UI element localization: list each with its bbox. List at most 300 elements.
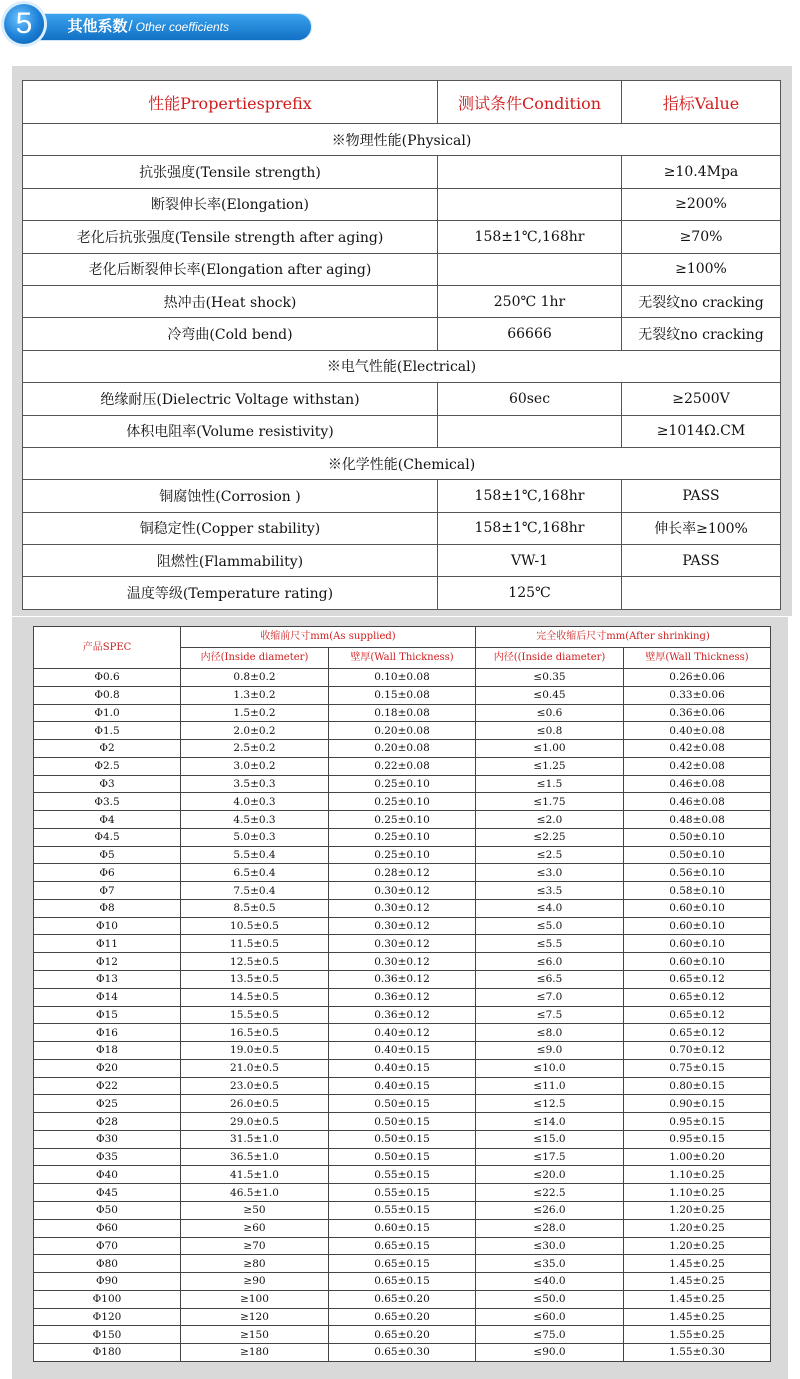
table-row (34, 811, 771, 829)
shrunk-thickness-cell: 1.45±0.25 (624, 1273, 771, 1291)
shrunk-diameter-cell: ≤1.25 (476, 757, 624, 775)
supplied-thickness-cell: 0.15±0.08 (329, 686, 476, 704)
supplied-diameter-cell: 12.5±0.5 (181, 953, 329, 971)
shrunk-thickness-cell: 0.58±0.10 (624, 882, 771, 900)
shrunk-thickness-cell: 0.56±0.10 (624, 864, 771, 882)
shrunk-thickness-cell: 0.33±0.06 (624, 686, 771, 704)
table-row (34, 899, 771, 917)
supplied-thickness-cell: 0.36±0.12 (329, 971, 476, 989)
header-as-supplied: 收缩前尺寸mm(As supplied) (181, 627, 476, 648)
spec-cell: Φ18 (34, 1042, 181, 1060)
table-row (34, 1255, 771, 1273)
supplied-thickness-cell: 0.55±0.15 (329, 1201, 476, 1219)
spec-cell: Φ14 (34, 988, 181, 1006)
supplied-diameter-cell: ≥120 (181, 1308, 329, 1326)
shrunk-diameter-cell: ≤1.00 (476, 740, 624, 758)
table-row (23, 156, 781, 188)
property-cell: 铜腐蚀性(Corrosion ) (23, 480, 438, 512)
property-cell: 阻燃性(Flammability) (23, 545, 438, 577)
supplied-thickness-cell: 0.36±0.12 (329, 1006, 476, 1024)
shrunk-diameter-cell: ≤40.0 (476, 1273, 624, 1291)
section-title-bar (30, 13, 312, 41)
supplied-diameter-cell: ≥60 (181, 1219, 329, 1237)
section-header (0, 0, 800, 52)
property-cell: 绝缘耐压(Dielectric Voltage withstan) (23, 383, 438, 415)
shrunk-thickness-cell: 1.20±0.25 (624, 1201, 771, 1219)
spec-cell: Φ3.5 (34, 793, 181, 811)
supplied-diameter-cell: 36.5±1.0 (181, 1148, 329, 1166)
spec-cell: Φ28 (34, 1113, 181, 1131)
table-row (34, 882, 771, 900)
shrunk-diameter-cell: ≤2.25 (476, 828, 624, 846)
supplied-diameter-cell: 15.5±0.5 (181, 1006, 329, 1024)
table-row (34, 757, 771, 775)
table-row (23, 285, 781, 317)
spec-cell: Φ60 (34, 1219, 181, 1237)
supplied-thickness-cell: 0.30±0.12 (329, 917, 476, 935)
table-row (34, 1184, 771, 1202)
supplied-thickness-cell: 0.20±0.08 (329, 722, 476, 740)
shrunk-thickness-cell: 1.55±0.30 (624, 1344, 771, 1362)
shrunk-diameter-cell: ≤7.0 (476, 988, 624, 1006)
shrunk-diameter-cell: ≤60.0 (476, 1308, 624, 1326)
property-cell: 温度等级(Temperature rating) (23, 577, 438, 609)
supplied-diameter-cell: 5.5±0.4 (181, 846, 329, 864)
supplied-thickness-cell: 0.30±0.12 (329, 899, 476, 917)
supplied-thickness-cell: 0.50±0.15 (329, 1095, 476, 1113)
spec-cell: Φ40 (34, 1166, 181, 1184)
supplied-thickness-cell: 0.10±0.08 (329, 669, 476, 687)
section-title (49, 14, 229, 40)
shrunk-thickness-cell: 1.00±0.20 (624, 1148, 771, 1166)
table-row (34, 828, 771, 846)
supplied-thickness-cell: 0.55±0.15 (329, 1166, 476, 1184)
spec-cell: Φ12 (34, 953, 181, 971)
shrunk-diameter-cell: ≤28.0 (476, 1219, 624, 1237)
spec-cell: Φ25 (34, 1095, 181, 1113)
shrunk-diameter-cell: ≤22.5 (476, 1184, 624, 1202)
supplied-thickness-cell: 0.25±0.10 (329, 775, 476, 793)
spec-cell: Φ0.8 (34, 686, 181, 704)
spec-cell: Φ20 (34, 1059, 181, 1077)
supplied-diameter-cell: 13.5±0.5 (181, 971, 329, 989)
table-row (34, 1237, 771, 1255)
header-shrunk-inside-diameter: 内径((Inside diameter) (476, 648, 624, 669)
header-value: 指标Value (622, 81, 781, 124)
supplied-thickness-cell: 0.60±0.15 (329, 1219, 476, 1237)
supplied-thickness-cell: 0.65±0.20 (329, 1290, 476, 1308)
spec-cell: Φ22 (34, 1077, 181, 1095)
property-cell: 热冲击(Heat shock) (23, 285, 438, 317)
supplied-thickness-cell: 0.40±0.12 (329, 1024, 476, 1042)
supplied-diameter-cell: 7.5±0.4 (181, 882, 329, 900)
shrunk-diameter-cell: ≤17.5 (476, 1148, 624, 1166)
shrunk-diameter-cell: ≤6.5 (476, 971, 624, 989)
supplied-thickness-cell: 0.65±0.15 (329, 1237, 476, 1255)
spec-cell: Φ45 (34, 1184, 181, 1202)
shrunk-diameter-cell: ≤3.5 (476, 882, 624, 900)
table-row (34, 846, 771, 864)
spec-cell: Φ30 (34, 1130, 181, 1148)
table-row (34, 1166, 771, 1184)
shrunk-thickness-cell: 0.48±0.08 (624, 811, 771, 829)
supplied-thickness-cell: 0.30±0.12 (329, 882, 476, 900)
property-cell: 铜稳定性(Copper stability) (23, 512, 438, 544)
spec-cell: Φ8 (34, 899, 181, 917)
shrunk-thickness-cell: 0.50±0.10 (624, 846, 771, 864)
table-row (34, 793, 771, 811)
table-row (34, 669, 771, 687)
condition-cell: 158±1℃,168hr (438, 512, 622, 544)
spec-cell: Φ3 (34, 775, 181, 793)
table-row (34, 1344, 771, 1362)
shrunk-thickness-cell: 0.60±0.10 (624, 953, 771, 971)
supplied-diameter-cell: 1.3±0.2 (181, 686, 329, 704)
supplied-thickness-cell: 0.30±0.12 (329, 953, 476, 971)
section-row (23, 447, 781, 479)
supplied-thickness-cell: 0.36±0.12 (329, 988, 476, 1006)
supplied-diameter-cell: 41.5±1.0 (181, 1166, 329, 1184)
spec-cell: Φ180 (34, 1344, 181, 1362)
section-label: ※电气性能(Electrical) (23, 350, 781, 382)
spec-cell: Φ5 (34, 846, 181, 864)
condition-cell: 158±1℃,168hr (438, 221, 622, 253)
value-cell: ≥70% (622, 221, 781, 253)
spec-cell: Φ0.6 (34, 669, 181, 687)
shrunk-thickness-cell: 0.65±0.12 (624, 988, 771, 1006)
spec-cell: Φ6 (34, 864, 181, 882)
shrunk-thickness-cell: 0.42±0.08 (624, 740, 771, 758)
supplied-diameter-cell: 31.5±1.0 (181, 1130, 329, 1148)
shrunk-diameter-cell: ≤20.0 (476, 1166, 624, 1184)
section-title-zh: 其他系数 (67, 18, 128, 35)
value-cell: ≥2500V (622, 383, 781, 415)
supplied-diameter-cell: ≥90 (181, 1273, 329, 1291)
condition-cell: 125℃ (438, 577, 622, 609)
shrunk-diameter-cell: ≤1.75 (476, 793, 624, 811)
supplied-diameter-cell: ≥80 (181, 1255, 329, 1273)
table-row (34, 686, 771, 704)
shrunk-diameter-cell: ≤5.0 (476, 917, 624, 935)
shrunk-diameter-cell: ≤0.6 (476, 704, 624, 722)
supplied-diameter-cell: 2.0±0.2 (181, 722, 329, 740)
header-after-shrinking: 完全收缩后尺寸mm(After shrinking) (476, 627, 771, 648)
spec-cell: Φ13 (34, 971, 181, 989)
table-row (34, 1113, 771, 1131)
spec-cell: Φ80 (34, 1255, 181, 1273)
shrunk-thickness-cell: 1.45±0.25 (624, 1255, 771, 1273)
spec-cell: Φ70 (34, 1237, 181, 1255)
spec-cell: Φ100 (34, 1290, 181, 1308)
shrunk-diameter-cell: ≤4.0 (476, 899, 624, 917)
size-spec-table (33, 626, 771, 1362)
shrunk-thickness-cell: 1.20±0.25 (624, 1237, 771, 1255)
condition-cell: 158±1℃,168hr (438, 480, 622, 512)
shrunk-thickness-cell: 0.40±0.08 (624, 722, 771, 740)
shrunk-diameter-cell: ≤15.0 (476, 1130, 624, 1148)
supplied-diameter-cell: 3.5±0.3 (181, 775, 329, 793)
property-cell: 断裂伸长率(Elongation) (23, 188, 438, 220)
condition-cell (438, 253, 622, 285)
spec-cell: Φ4 (34, 811, 181, 829)
property-cell: 体积电阻率(Volume resistivity) (23, 415, 438, 447)
supplied-thickness-cell: 0.28±0.12 (329, 864, 476, 882)
shrunk-thickness-cell: 0.60±0.10 (624, 899, 771, 917)
shrunk-diameter-cell: ≤8.0 (476, 1024, 624, 1042)
supplied-diameter-cell: 10.5±0.5 (181, 917, 329, 935)
properties-table-header (23, 81, 781, 124)
spec-cell: Φ2.5 (34, 757, 181, 775)
shrunk-thickness-cell: 1.20±0.25 (624, 1219, 771, 1237)
property-cell: 老化后抗张强度(Tensile strength after aging) (23, 221, 438, 253)
table-row (34, 935, 771, 953)
supplied-diameter-cell: 2.5±0.2 (181, 740, 329, 758)
supplied-diameter-cell: 14.5±0.5 (181, 988, 329, 1006)
supplied-diameter-cell: 46.5±1.0 (181, 1184, 329, 1202)
shrunk-thickness-cell: 1.10±0.25 (624, 1166, 771, 1184)
section-title-en: Other coefficients (135, 20, 230, 34)
shrunk-diameter-cell: ≤90.0 (476, 1344, 624, 1362)
section-label: ※化学性能(Chemical) (23, 447, 781, 479)
table-row (23, 188, 781, 220)
condition-cell: 250℃ 1hr (438, 285, 622, 317)
shrunk-diameter-cell: ≤14.0 (476, 1113, 624, 1131)
shrunk-thickness-cell: 0.65±0.12 (624, 971, 771, 989)
value-cell: 伸长率≥100% (622, 512, 781, 544)
section-title-separator: / (128, 18, 133, 35)
supplied-thickness-cell: 0.65±0.20 (329, 1326, 476, 1344)
table-row (23, 253, 781, 285)
shrunk-diameter-cell: ≤0.35 (476, 669, 624, 687)
supplied-thickness-cell: 0.40±0.15 (329, 1042, 476, 1060)
shrunk-diameter-cell: ≤1.5 (476, 775, 624, 793)
shrunk-thickness-cell: 0.42±0.08 (624, 757, 771, 775)
table-row (23, 415, 781, 447)
supplied-diameter-cell: 21.0±0.5 (181, 1059, 329, 1077)
shrunk-diameter-cell: ≤75.0 (476, 1326, 624, 1344)
spec-cell: Φ1.5 (34, 722, 181, 740)
header-properties: 性能Propertiesprefix (23, 81, 438, 124)
spec-cell: Φ7 (34, 882, 181, 900)
supplied-diameter-cell: 23.0±0.5 (181, 1077, 329, 1095)
supplied-thickness-cell: 0.50±0.15 (329, 1130, 476, 1148)
spec-table-group-header (34, 627, 771, 648)
supplied-diameter-cell: 5.0±0.3 (181, 828, 329, 846)
spec-cell: Φ120 (34, 1308, 181, 1326)
section-row (23, 350, 781, 382)
condition-cell: VW-1 (438, 545, 622, 577)
shrunk-thickness-cell: 0.95±0.15 (624, 1113, 771, 1131)
spec-cell: Φ4.5 (34, 828, 181, 846)
supplied-diameter-cell: 26.0±0.5 (181, 1095, 329, 1113)
table-row (23, 577, 781, 609)
section-row (23, 124, 781, 156)
supplied-thickness-cell: 0.65±0.15 (329, 1255, 476, 1273)
condition-cell (438, 156, 622, 188)
shrunk-thickness-cell: 0.95±0.15 (624, 1130, 771, 1148)
supplied-thickness-cell: 0.18±0.08 (329, 704, 476, 722)
spec-cell: Φ2 (34, 740, 181, 758)
table-row (34, 988, 771, 1006)
supplied-thickness-cell: 0.20±0.08 (329, 740, 476, 758)
header-supplied-wall-thickness: 壁厚(Wall Thickness) (329, 648, 476, 669)
table-row (34, 917, 771, 935)
table-row (23, 480, 781, 512)
supplied-diameter-cell: 1.5±0.2 (181, 704, 329, 722)
table-row (34, 1077, 771, 1095)
spec-cell: Φ50 (34, 1201, 181, 1219)
supplied-diameter-cell: 19.0±0.5 (181, 1042, 329, 1060)
shrunk-diameter-cell: ≤50.0 (476, 1290, 624, 1308)
property-cell: 老化后断裂伸长率(Elongation after aging) (23, 253, 438, 285)
supplied-diameter-cell: 0.8±0.2 (181, 669, 329, 687)
shrunk-thickness-cell: 0.36±0.06 (624, 704, 771, 722)
spec-cell: Φ150 (34, 1326, 181, 1344)
spec-cell: Φ15 (34, 1006, 181, 1024)
table-row (23, 318, 781, 350)
supplied-thickness-cell: 0.22±0.08 (329, 757, 476, 775)
supplied-diameter-cell: ≥150 (181, 1326, 329, 1344)
shrunk-thickness-cell: 0.50±0.10 (624, 828, 771, 846)
shrunk-thickness-cell: 1.55±0.25 (624, 1326, 771, 1344)
header-supplied-inside-diameter: 内径(Inside diameter) (181, 648, 329, 669)
shrunk-diameter-cell: ≤9.0 (476, 1042, 624, 1060)
shrunk-diameter-cell: ≤2.0 (476, 811, 624, 829)
table-row (34, 1059, 771, 1077)
shrunk-thickness-cell: 0.46±0.08 (624, 775, 771, 793)
table-row (23, 221, 781, 253)
shrunk-thickness-cell: 1.10±0.25 (624, 1184, 771, 1202)
value-cell (622, 577, 781, 609)
condition-cell (438, 415, 622, 447)
table-row (34, 775, 771, 793)
spec-cell: Φ1.0 (34, 704, 181, 722)
shrunk-diameter-cell: ≤10.0 (476, 1059, 624, 1077)
spec-cell: Φ10 (34, 917, 181, 935)
supplied-thickness-cell: 0.50±0.15 (329, 1148, 476, 1166)
table-row (34, 1219, 771, 1237)
shrunk-thickness-cell: 0.60±0.10 (624, 935, 771, 953)
shrunk-diameter-cell: ≤2.5 (476, 846, 624, 864)
condition-cell: 60sec (438, 383, 622, 415)
supplied-thickness-cell: 0.40±0.15 (329, 1077, 476, 1095)
table-row (34, 1042, 771, 1060)
table-row (34, 1308, 771, 1326)
supplied-thickness-cell: 0.40±0.15 (329, 1059, 476, 1077)
value-cell: ≥10.4Mpa (622, 156, 781, 188)
table-row (34, 1148, 771, 1166)
supplied-diameter-cell: 4.5±0.3 (181, 811, 329, 829)
value-cell: 无裂纹no cracking (622, 285, 781, 317)
value-cell: ≥1014Ω.CM (622, 415, 781, 447)
table-row (34, 704, 771, 722)
supplied-thickness-cell: 0.65±0.20 (329, 1308, 476, 1326)
supplied-thickness-cell: 0.55±0.15 (329, 1184, 476, 1202)
supplied-diameter-cell: ≥50 (181, 1201, 329, 1219)
shrunk-thickness-cell: 0.65±0.12 (624, 1006, 771, 1024)
header-spec: 产品SPEC (34, 627, 181, 669)
shrunk-thickness-cell: 0.60±0.10 (624, 917, 771, 935)
properties-table (22, 80, 781, 610)
table-row (34, 1095, 771, 1113)
shrunk-diameter-cell: ≤11.0 (476, 1077, 624, 1095)
shrunk-diameter-cell: ≤5.5 (476, 935, 624, 953)
value-cell: PASS (622, 480, 781, 512)
supplied-thickness-cell: 0.50±0.15 (329, 1113, 476, 1131)
spec-cell: Φ11 (34, 935, 181, 953)
section-number-badge: 5 (4, 4, 44, 44)
table-row (34, 722, 771, 740)
property-cell: 冷弯曲(Cold bend) (23, 318, 438, 350)
shrunk-thickness-cell: 0.26±0.06 (624, 669, 771, 687)
table-row (23, 383, 781, 415)
header-shrunk-wall-thickness: 壁厚(Wall Thickness) (624, 648, 771, 669)
shrunk-diameter-cell: ≤3.0 (476, 864, 624, 882)
supplied-diameter-cell: 29.0±0.5 (181, 1113, 329, 1131)
supplied-thickness-cell: 0.25±0.10 (329, 828, 476, 846)
supplied-thickness-cell: 0.25±0.10 (329, 793, 476, 811)
supplied-diameter-cell: 4.0±0.3 (181, 793, 329, 811)
supplied-thickness-cell: 0.30±0.12 (329, 935, 476, 953)
table-row (34, 1201, 771, 1219)
shrunk-diameter-cell: ≤12.5 (476, 1095, 624, 1113)
value-cell: ≥100% (622, 253, 781, 285)
supplied-diameter-cell: 6.5±0.4 (181, 864, 329, 882)
supplied-diameter-cell: ≥180 (181, 1344, 329, 1362)
supplied-diameter-cell: 16.5±0.5 (181, 1024, 329, 1042)
shrunk-thickness-cell: 0.46±0.08 (624, 793, 771, 811)
table-row (34, 1326, 771, 1344)
value-cell: PASS (622, 545, 781, 577)
spec-cell: Φ90 (34, 1273, 181, 1291)
supplied-thickness-cell: 0.65±0.15 (329, 1273, 476, 1291)
shrunk-diameter-cell: ≤6.0 (476, 953, 624, 971)
supplied-thickness-cell: 0.25±0.10 (329, 846, 476, 864)
supplied-diameter-cell: 3.0±0.2 (181, 757, 329, 775)
table-row (23, 512, 781, 544)
shrunk-thickness-cell: 0.65±0.12 (624, 1024, 771, 1042)
shrunk-thickness-cell: 0.80±0.15 (624, 1077, 771, 1095)
shrunk-thickness-cell: 1.45±0.25 (624, 1308, 771, 1326)
value-cell: ≥200% (622, 188, 781, 220)
table-row (34, 1273, 771, 1291)
shrunk-diameter-cell: ≤35.0 (476, 1255, 624, 1273)
shrunk-thickness-cell: 0.75±0.15 (624, 1059, 771, 1077)
table-row (34, 740, 771, 758)
shrunk-thickness-cell: 0.70±0.12 (624, 1042, 771, 1060)
shrunk-diameter-cell: ≤30.0 (476, 1237, 624, 1255)
property-cell: 抗张强度(Tensile strength) (23, 156, 438, 188)
supplied-diameter-cell: ≥100 (181, 1290, 329, 1308)
condition-cell (438, 188, 622, 220)
value-cell: 无裂纹no cracking (622, 318, 781, 350)
shrunk-diameter-cell: ≤7.5 (476, 1006, 624, 1024)
table-row (34, 971, 771, 989)
shrunk-diameter-cell: ≤26.0 (476, 1201, 624, 1219)
table-row (34, 1290, 771, 1308)
supplied-diameter-cell: 8.5±0.5 (181, 899, 329, 917)
shrunk-diameter-cell: ≤0.8 (476, 722, 624, 740)
supplied-thickness-cell: 0.65±0.30 (329, 1344, 476, 1362)
header-condition: 测试条件Condition (438, 81, 622, 124)
shrunk-diameter-cell: ≤0.45 (476, 686, 624, 704)
table-row (34, 864, 771, 882)
condition-cell: 66666 (438, 318, 622, 350)
shrunk-thickness-cell: 0.90±0.15 (624, 1095, 771, 1113)
supplied-diameter-cell: ≥70 (181, 1237, 329, 1255)
supplied-thickness-cell: 0.25±0.10 (329, 811, 476, 829)
table-row (34, 1024, 771, 1042)
